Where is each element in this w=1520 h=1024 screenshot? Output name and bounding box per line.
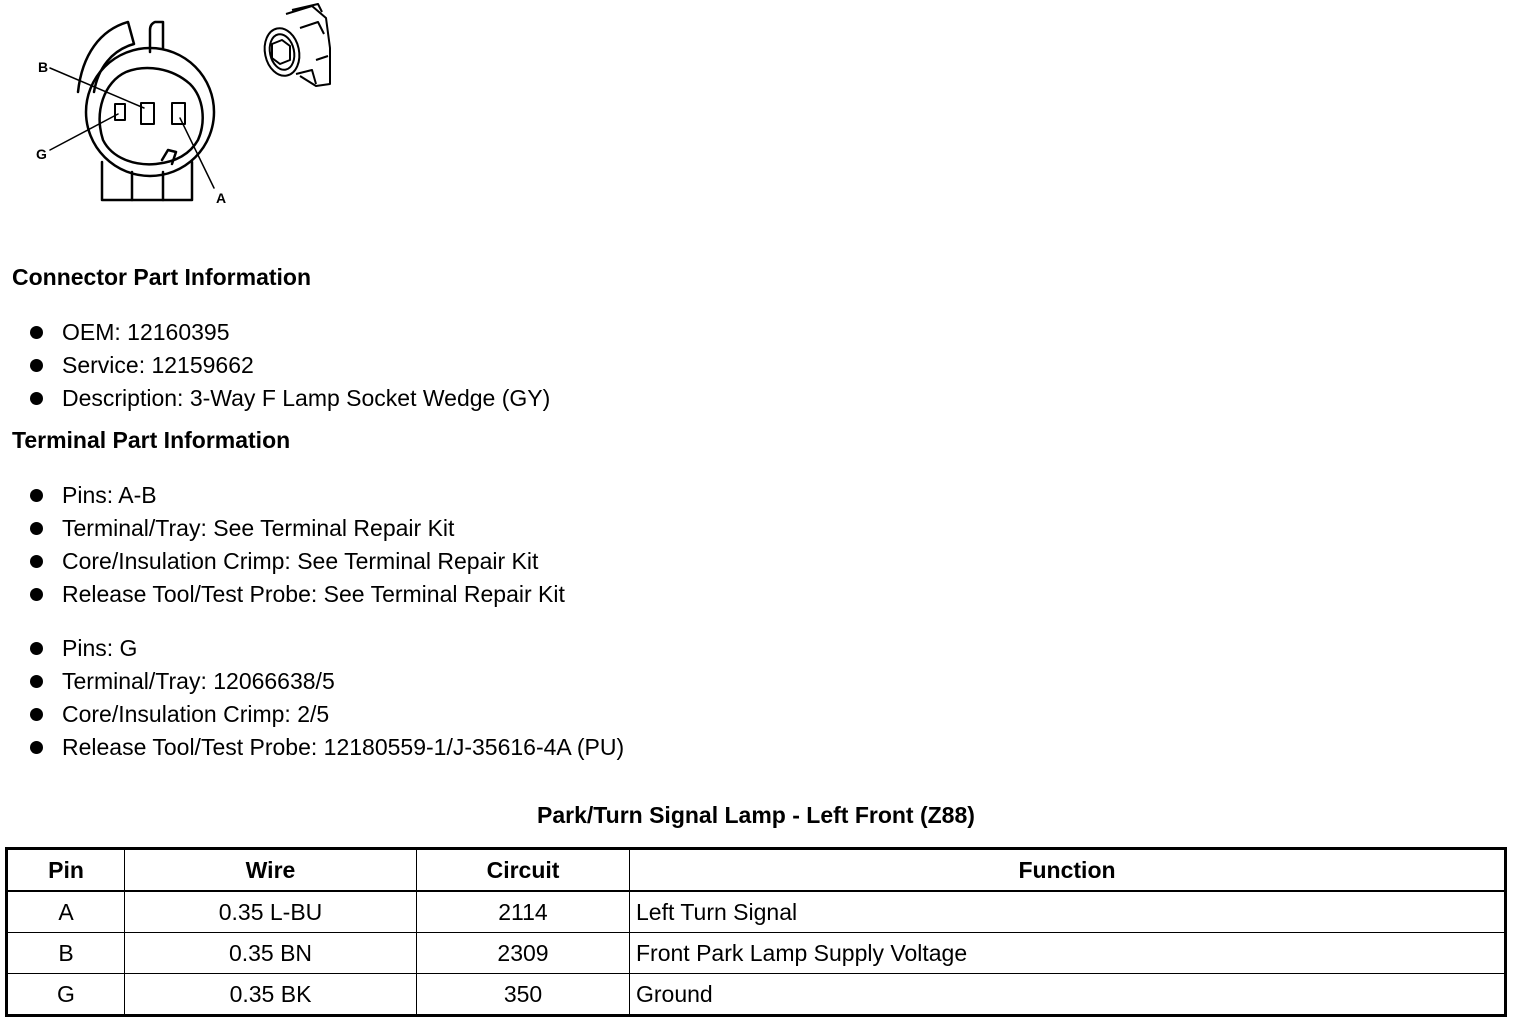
bullet-icon <box>30 359 43 372</box>
bullet-icon <box>30 522 43 535</box>
cell-function: Left Turn Signal <box>630 891 1506 933</box>
cell-circuit: 2309 <box>417 933 630 974</box>
cell-wire: 0.35 L-BU <box>125 891 417 933</box>
table-row <box>7 974 1506 1016</box>
list-item: OEM: 12160395 <box>0 316 550 349</box>
cell-wire: 0.35 BN <box>125 933 417 974</box>
cell-pin: B <box>7 933 125 974</box>
cell-wire: 0.35 BK <box>125 974 417 1016</box>
pin-label-a: A <box>216 190 227 206</box>
terminal-group-g-list <box>0 632 624 764</box>
bullet-icon <box>30 392 43 405</box>
table-header-row <box>7 849 1506 892</box>
table-row <box>7 891 1506 933</box>
list-item: Terminal/Tray: See Terminal Repair Kit <box>0 512 565 545</box>
cell-circuit: 2114 <box>417 891 630 933</box>
header-wire: Wire <box>125 849 417 892</box>
bullet-icon <box>30 741 43 754</box>
list-item: Core/Insulation Crimp: 2/5 <box>0 698 624 731</box>
bullet-icon <box>30 675 43 688</box>
bullet-icon <box>30 708 43 721</box>
pin-label-g: G <box>36 146 47 162</box>
connector-diagram <box>0 0 360 215</box>
connector-latch <box>78 22 134 92</box>
header-function: Function <box>630 849 1506 892</box>
bullet-icon <box>30 642 43 655</box>
terminal-group-ab-list <box>0 479 565 611</box>
cell-pin: G <box>7 974 125 1016</box>
list-item: Core/Insulation Crimp: See Terminal Repair Kit <box>0 545 565 578</box>
list-item: Release Tool/Test Probe: 12180559-1/J-35616-4A (PU) <box>0 731 624 764</box>
connector-perspective-view <box>260 4 330 86</box>
pinout-table <box>5 847 1507 1017</box>
table-row <box>7 933 1506 974</box>
list-item: Description: 3-Way F Lamp Socket Wedge (GY) <box>0 382 550 415</box>
bullet-icon <box>30 555 43 568</box>
bullet-icon <box>30 489 43 502</box>
terminal-cavity-a <box>172 103 185 124</box>
list-item: Service: 12159662 <box>0 349 550 382</box>
bullet-icon <box>30 588 43 601</box>
list-item: Pins: G <box>0 632 624 665</box>
header-circuit: Circuit <box>417 849 630 892</box>
list-item: Pins: A-B <box>0 479 565 512</box>
pinout-table-title: Park/Turn Signal Lamp - Left Front (Z88) <box>537 802 975 828</box>
pin-label-b: B <box>38 59 49 75</box>
header-pin: Pin <box>7 849 125 892</box>
cell-circuit: 350 <box>417 974 630 1016</box>
terminal-cavity-b <box>141 103 154 124</box>
connector-part-info-list <box>0 316 550 415</box>
cell-function: Front Park Lamp Supply Voltage <box>630 933 1506 974</box>
list-item: Terminal/Tray: 12066638/5 <box>0 665 624 698</box>
list-item: Release Tool/Test Probe: See Terminal Repair Kit <box>0 578 565 611</box>
terminal-part-info-heading: Terminal Part Information <box>12 427 291 453</box>
connector-shroud <box>102 162 192 200</box>
connector-part-info-heading: Connector Part Information <box>12 264 312 290</box>
terminal-cavity-g <box>115 104 125 120</box>
bullet-icon <box>30 326 43 339</box>
cell-pin: A <box>7 891 125 933</box>
cell-function: Ground <box>630 974 1506 1016</box>
